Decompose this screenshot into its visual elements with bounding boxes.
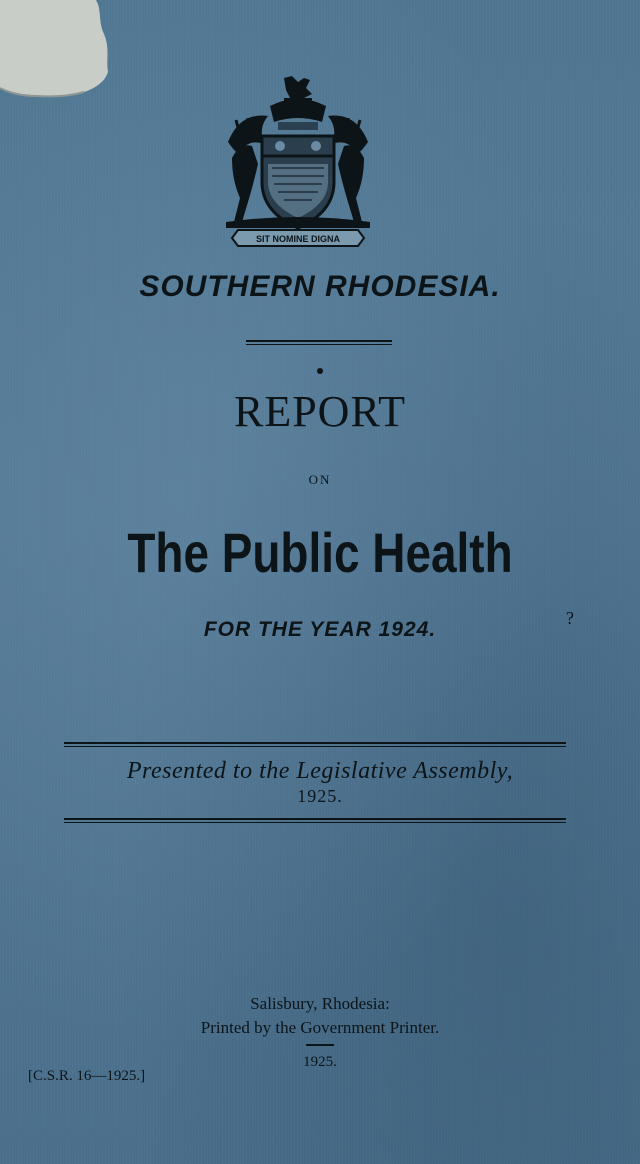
publisher-name: Printed by the Government Printer. [200,1018,440,1037]
country-heading: SOUTHERN RHODESIA. [139,270,501,303]
coat-of-arms-icon [218,72,378,250]
margin-mark: ? [566,608,574,628]
report-title: REPORT [233,387,407,436]
divider-rule-presented-top [64,742,566,747]
crest-motto: SIT NOMINE DIGNA [255,234,341,244]
publisher-place: Salisbury, Rhodesia: [250,994,390,1013]
divider-rule-presented-bottom [64,818,566,823]
torn-corner [0,0,112,98]
presented-line: Presented to the Legislative Assembly, [126,758,514,784]
publisher-rule [306,1044,334,1046]
publication-year: 1925. [303,1054,337,1070]
report-on-label: ON [308,472,332,487]
presented-year: 1925. [297,786,343,806]
report-period: FOR THE YEAR 1924. [203,618,437,641]
divider-rule-top [246,340,392,345]
ornament-dot [317,368,323,374]
document-reference: [C.S.R. 16—1925.] [28,1068,146,1084]
report-subject: The Public Health [127,521,513,584]
